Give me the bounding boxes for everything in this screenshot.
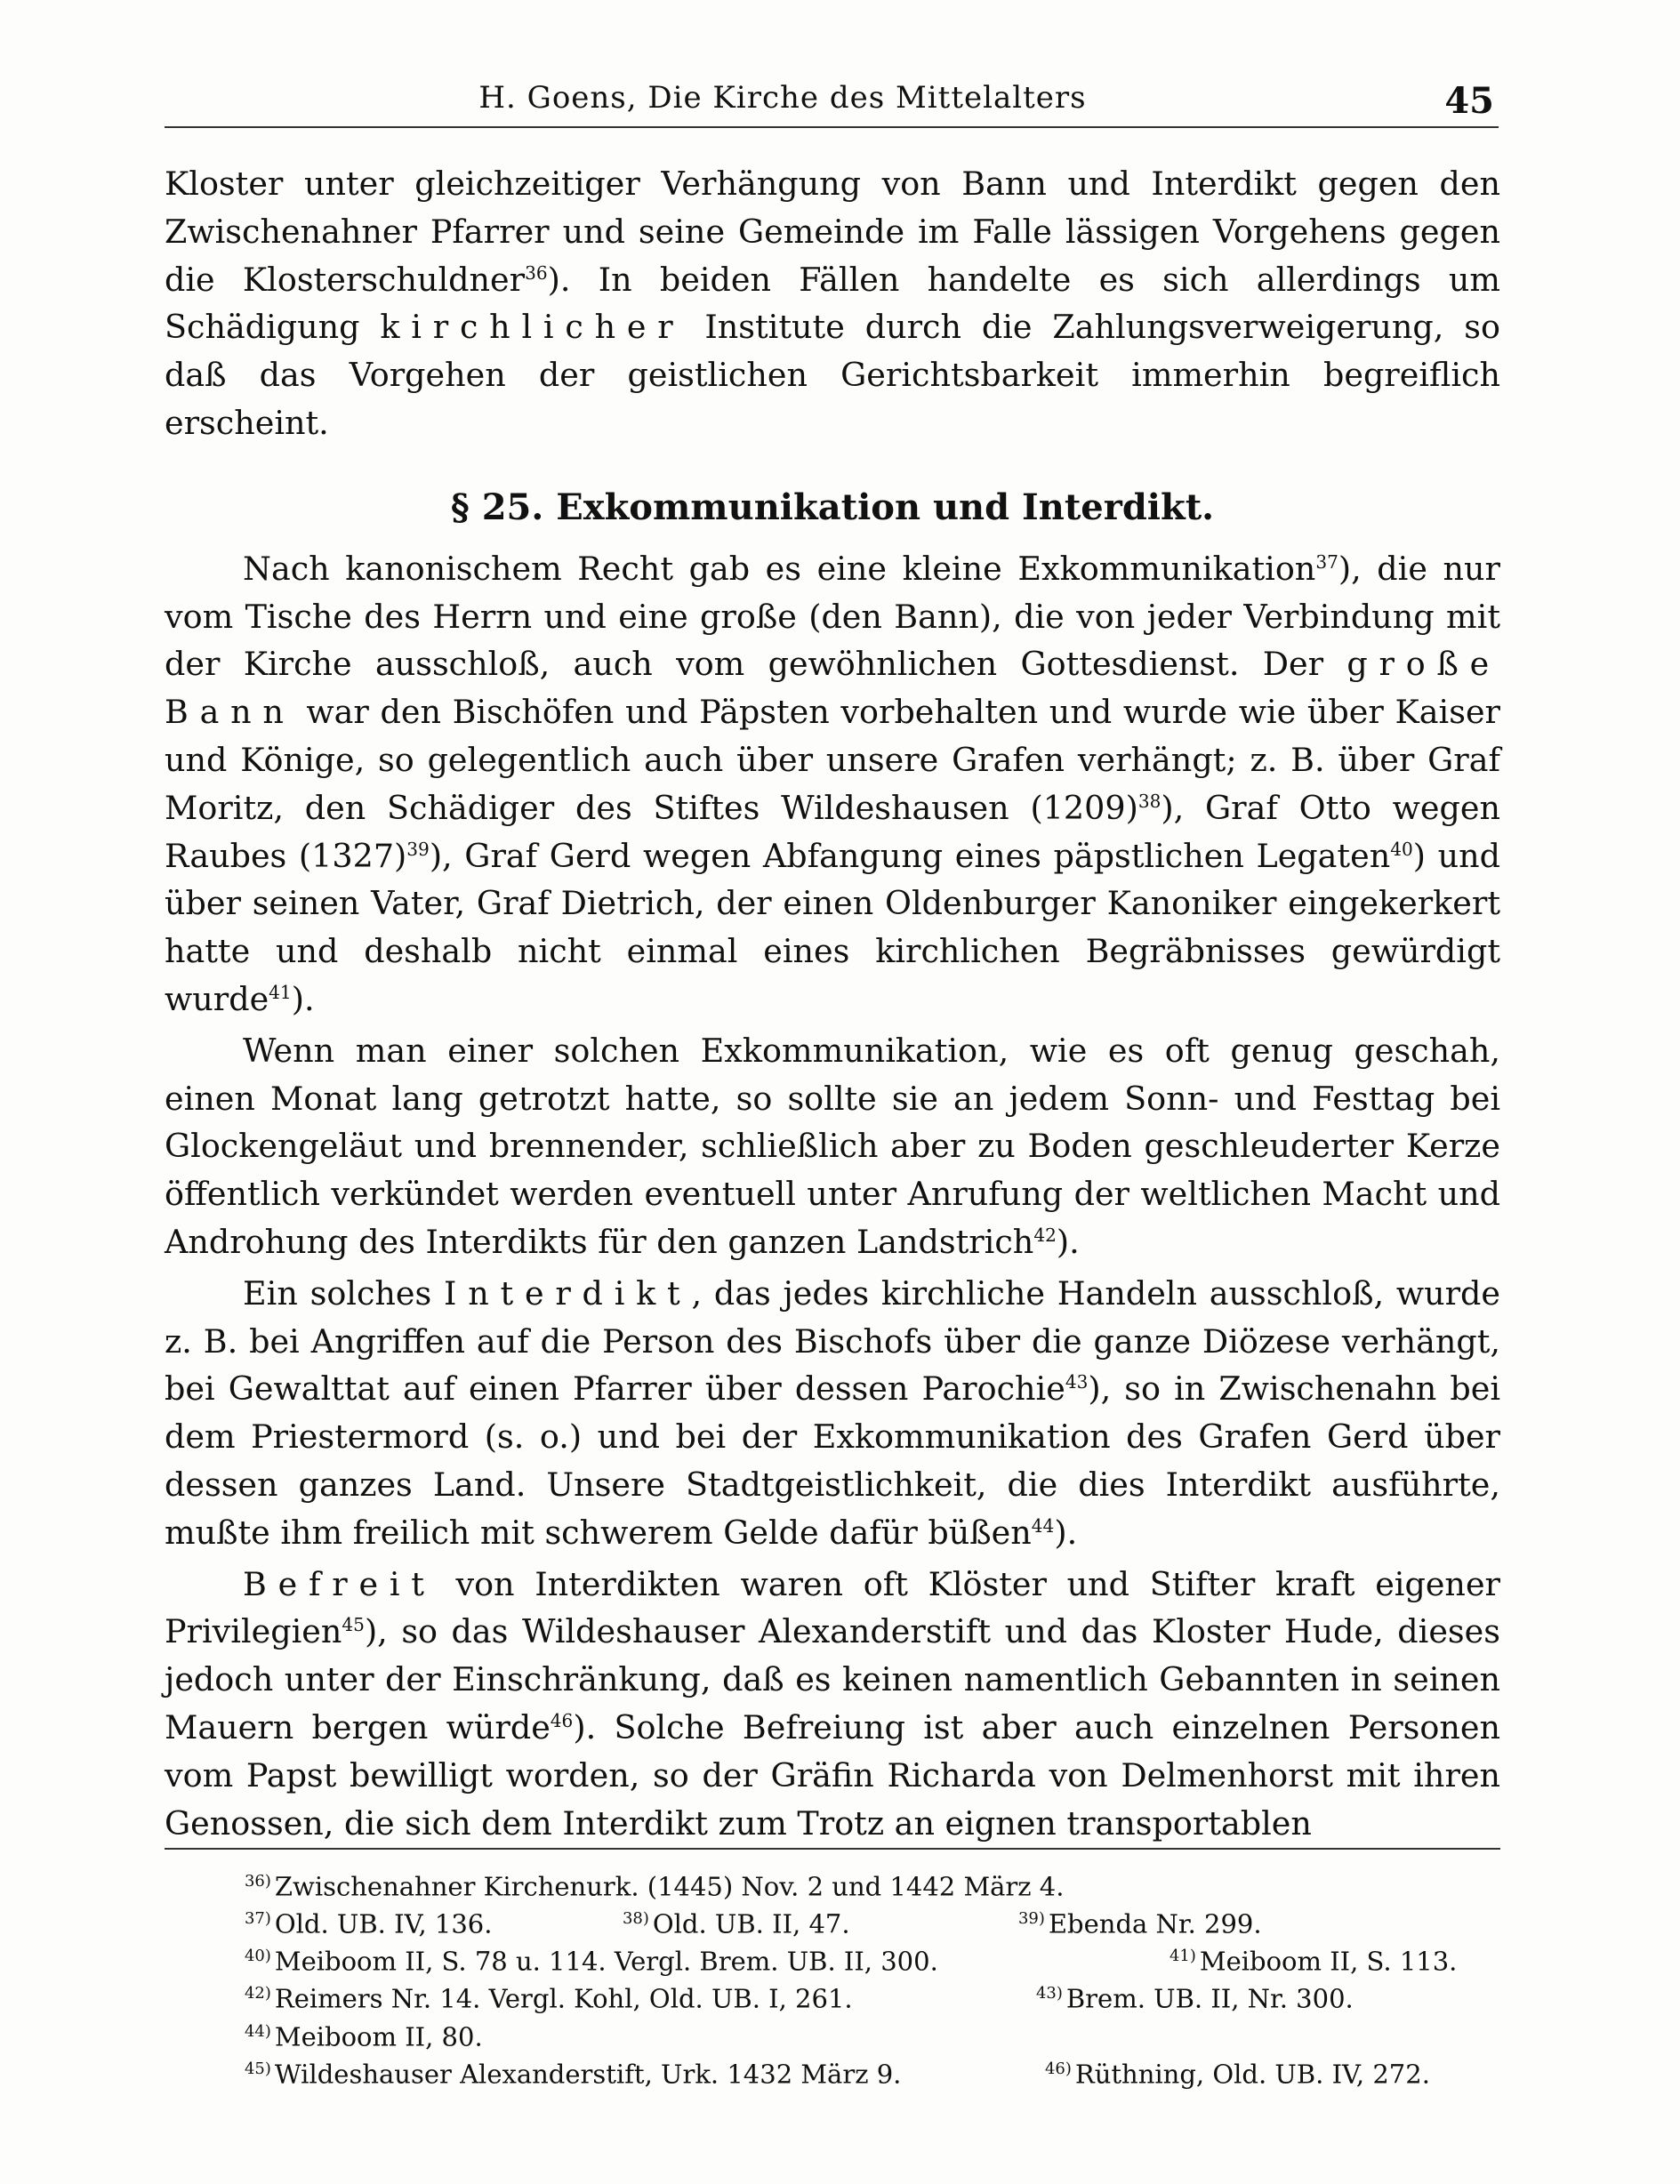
footnote-ref: 46 (550, 1709, 574, 1731)
footnote-ref: 38 (1137, 790, 1162, 812)
footnote-46: $^{46)}$ Rüthning, Old. UB. IV, 272. (1045, 2059, 1430, 2090)
footnote-ref: 43 (1065, 1371, 1089, 1393)
footnote-ref: 44 (1031, 1514, 1055, 1537)
footnote-44: $^{44)}$ Meiboom II, 80. (245, 2021, 483, 2052)
footnote-45: $^{45)}$ Wildeshauser Alexanderstift, Urk. 1432 März 9. (245, 2059, 902, 2090)
text-run: ), so das Wildeshauser Alexanderstift und das Kloster Hude, dieses jedoch unter der Einschränkung, daß es keinen namentlich Gebannten in seinen Mauern bergen würde (165, 1612, 1500, 1746)
text-run: ). Solche Befreiung ist aber auch einzelnen Personen vom Papst bewilligt worden, so der Gräfin Richarda von Delmenhorst mit ihren Genossen, die sich dem Interdikt zum Trotz an eignen transportablen (165, 1707, 1500, 1843)
text-run: , das jedes kirchliche Handeln ausschloß, wurde z. B. bei Angriffen auf die Person des Bischofs über die ganze Diözese verhängt, bei Gewalttat auf einen Pfarrer über dessen Parochie (165, 1273, 1500, 1409)
page-header (169, 80, 1503, 133)
text-run: ). In beiden Fällen handelte es sich allerdings um Schädigung (165, 260, 1500, 347)
footnote-39: $^{39)}$ Ebenda Nr. 299. (1018, 1908, 1262, 1939)
paragraph-1 (165, 160, 1500, 447)
footnote-line (245, 1940, 1507, 1978)
footnote-ref: 41 (269, 981, 292, 1003)
header-rule (165, 126, 1499, 128)
footnote-40: $^{40)}$ Meiboom II, S. 78 u. 114. Vergl. Brem. UB. II, 300. (245, 1946, 938, 1977)
footnote-line (245, 1866, 1507, 1903)
main-text (165, 160, 1500, 1851)
text-run: Institute durch die Zahlungsverweigerung, so daß das Vorgehen der geistlichen Gerichtsbarkeit immerhin begreiflich erscheint. (165, 308, 1500, 442)
footnote-line (245, 1978, 1507, 2015)
section-heading: § 25. Exkommunikation und Interdikt. (450, 486, 1215, 528)
emphasis-spaced: Befreit (243, 1564, 436, 1603)
paragraph-5 (165, 1561, 1500, 1848)
text-run: ), Graf Gerd wegen Abfangung eines päpstlichen Legaten (429, 836, 1391, 875)
footnote-line (245, 1903, 1507, 1940)
footnote-ref: 40 (1390, 838, 1413, 860)
footnote-36: $^{36)}$ Zwischenahner Kirchenurk. (1445) Nov. 2 und 1442 März 4. (245, 1871, 1065, 1902)
running-title: H. Goens, Die Kirche des Mittelalters (478, 80, 1087, 116)
footnote-ref: 45 (342, 1614, 365, 1636)
footnote-37: $^{37)}$ Old. UB. IV, 136. (245, 1908, 493, 1939)
text-run: von Interdikten waren oft Klöster und Stifter kraft eigener Privilegien (165, 1564, 1500, 1651)
footnote-rule (165, 1848, 1500, 1850)
paragraph-3 (165, 1027, 1500, 1266)
text-run: Nach kanonischem Recht gab es eine kleine Exkommunikation (243, 549, 1316, 588)
footnote-42: $^{42)}$ Reimers Nr. 14. Vergl. Kohl, Old. UB. I, 261. (245, 1984, 853, 2015)
emphasis-spaced: große Bann (165, 645, 1500, 732)
text-run: Wenn man einer solchen Exkommunikation, wie es oft genug geschah, einen Monat lang getrotzt hatte, so sollte sie an jedem Sonn- und Festtag bei Glockengeläut und brennender, schließlich aber zu Boden geschleuderter Kerze öffentlich verkündet werden eventuell unter Anrufung der weltlichen Macht und Androhung des Interdikts für den ganzen Landstrich (165, 1031, 1500, 1261)
footnote-ref: 36 (525, 261, 548, 284)
footnote-41: $^{41)}$ Meiboom II, S. 113. (1170, 1946, 1458, 1977)
footnote-ref: 42 (1033, 1224, 1057, 1246)
emphasis-spaced: kirchlicher (380, 308, 685, 347)
footnote-38: $^{38)}$ Old. UB. II, 47. (623, 1908, 850, 1939)
page-number: 45 (1444, 80, 1494, 122)
text-run: Ein solches (243, 1273, 445, 1313)
emphasis-spaced: Interdikt (444, 1273, 692, 1313)
text-run: ). (1056, 1222, 1080, 1261)
footnotes (245, 1866, 1507, 2091)
text-run: ). (291, 979, 315, 1018)
footnote-ref: 39 (406, 838, 430, 860)
text-run: war den Bischöfen und Päpsten vorbehalten und wurde wie über Kaiser und Könige, so gelegentlich auch über unsere Grafen verhängt; z. B. über Graf Moritz, den Schädiger des Stiftes Wildeshausen (1209) (165, 693, 1500, 827)
footnote-line (245, 2053, 1507, 2091)
text-run: ), so in Zwischenahn bei dem Priestermord (s. o.) und bei der Exkommunikation des Grafen Gerd über dessen ganzes Land. Unsere Stadtgeistlichkeit, die dies Interdikt ausführte, mußte ihm freilich mit schwerem Gelde dafür büßen (165, 1369, 1501, 1552)
footnote-43: $^{43)}$ Brem. UB. II, Nr. 300. (1036, 1984, 1354, 2015)
paragraph-4 (165, 1270, 1500, 1557)
text-run: Kloster unter gleichzeitiger Verhängung von Bann und Interdikt gegen den Zwischenahner Pfarrer und seine Gemeinde im Falle lässigen Vorgehens gegen die Klosterschuldner (165, 165, 1500, 299)
text-run: ) und über seinen Vater, Graf Dietrich, der einen Oldenburger Kanoniker eingekerkert hatte und deshalb nicht einmal eines kirchlichen Begräbnisses gewürdigt wurde (165, 836, 1500, 1018)
footnote-line (245, 2016, 1507, 2053)
text-run: ), die nur vom Tische des Herrn und eine große (den Bann), die von jeder Verbindung mit der Kirche ausschloß, auch vom gewöhnlichen Gottesdienst. Der (165, 549, 1500, 684)
text-run: ). (1054, 1513, 1078, 1552)
footnote-ref: 37 (1315, 550, 1338, 573)
text-run: ), Graf Otto wegen Raubes (1327) (165, 788, 1501, 875)
paragraph-2 (165, 545, 1500, 1024)
